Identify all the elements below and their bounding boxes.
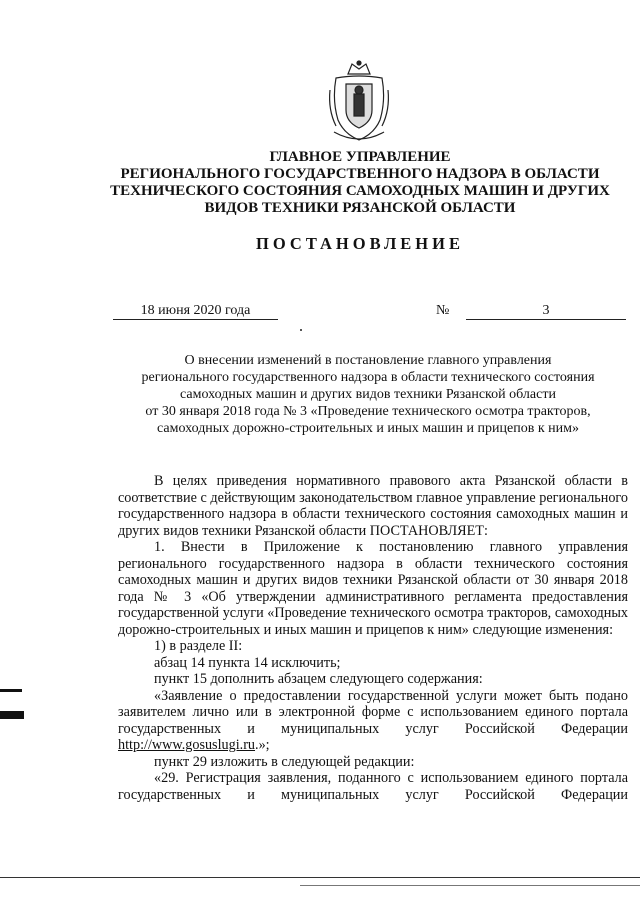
subject-line: О внесении изменений в постановление главного управления <box>184 353 552 368</box>
org-line: РЕГИОНАЛЬНОГО ГОСУДАРСТВЕННОГО НАДЗОРА В ОБЛАСТИ <box>120 166 600 182</box>
subject-line: самоходных машин и других видов техники Рязанской области <box>180 387 556 402</box>
body-paragraph <box>118 688 628 754</box>
quote-end: .»; <box>255 737 270 753</box>
quote-text: «Заявление о предоставлении государственной услуги может быть подано заявителем лично или в электронной форме с использованием единого портала государственных и муниципальных услуг Российской Федерации <box>118 687 628 737</box>
body-paragraph: В целях приведения нормативного правового акта Рязанской области в соответствие с действующим законодательством главное управление регионального государственного надзора в области технического состояния самоходных машин и других видов техники Рязанской области ПОСТАНОВЛЯЕТ: <box>118 473 628 539</box>
document-type-title: ПОСТАНОВЛЕНИЕ <box>256 234 464 253</box>
body-paragraph: пункт 15 дополнить абзацем следующего содержания: <box>154 671 483 687</box>
scan-margin-mark <box>0 689 22 692</box>
document-number: 3 <box>466 303 626 320</box>
body-paragraph: пункт 29 изложить в следующей редакции: <box>154 753 415 770</box>
body-paragraph: 1) в разделе II: <box>154 638 243 654</box>
number-sign: № <box>436 303 450 318</box>
document-date: 18 июня 2020 года <box>113 303 278 320</box>
subject-line: регионального государственного надзора в области технического состояния <box>141 370 595 385</box>
scan-margin-mark <box>0 711 24 719</box>
document-subject <box>108 352 628 437</box>
body-paragraph: «29. Регистрация заявления, поданного с использованием единого портала государственных и муниципальных услуг Российской Федерации <box>118 770 628 803</box>
org-line: ВИДОВ ТЕХНИКИ РЯЗАНСКОЙ ОБЛАСТИ <box>204 200 516 216</box>
org-line: ТЕХНИЧЕСКОГО СОСТОЯНИЯ САМОХОДНЫХ МАШИН И ДРУГИХ <box>110 183 610 199</box>
scan-speck <box>300 329 302 331</box>
body-paragraph: абзац 14 пункта 14 исключить; <box>154 654 341 671</box>
organization-title <box>100 149 620 217</box>
page-bottom-line <box>0 877 640 878</box>
subject-line: самоходных дорожно-строительных и иных машин и прицепов к ним» <box>157 421 579 436</box>
org-line: ГЛАВНОЕ УПРАВЛЕНИЕ <box>269 149 451 165</box>
gosuslugi-link[interactable]: http://www.gosuslugi.ru <box>118 737 256 753</box>
body-paragraph: 1. Внести в Приложение к постановлению главного управления регионального государственного надзора в области технического состояния самоходных машин и других видов техники Рязанской области от 30 января 2018 года № 3 «Об утверждении административного регламента предоставления государственной услуги «Проведение технического осмотра тракторов, самоходных дорожно-строительных и иных машин и прицепов к ним» следующие изменения: <box>118 539 628 638</box>
page-bottom-line <box>300 885 640 886</box>
document-body <box>118 473 628 803</box>
coat-of-arms-emblem <box>326 60 392 144</box>
subject-line: от 30 января 2018 года № 3 «Проведение технического осмотра тракторов, <box>145 404 591 419</box>
